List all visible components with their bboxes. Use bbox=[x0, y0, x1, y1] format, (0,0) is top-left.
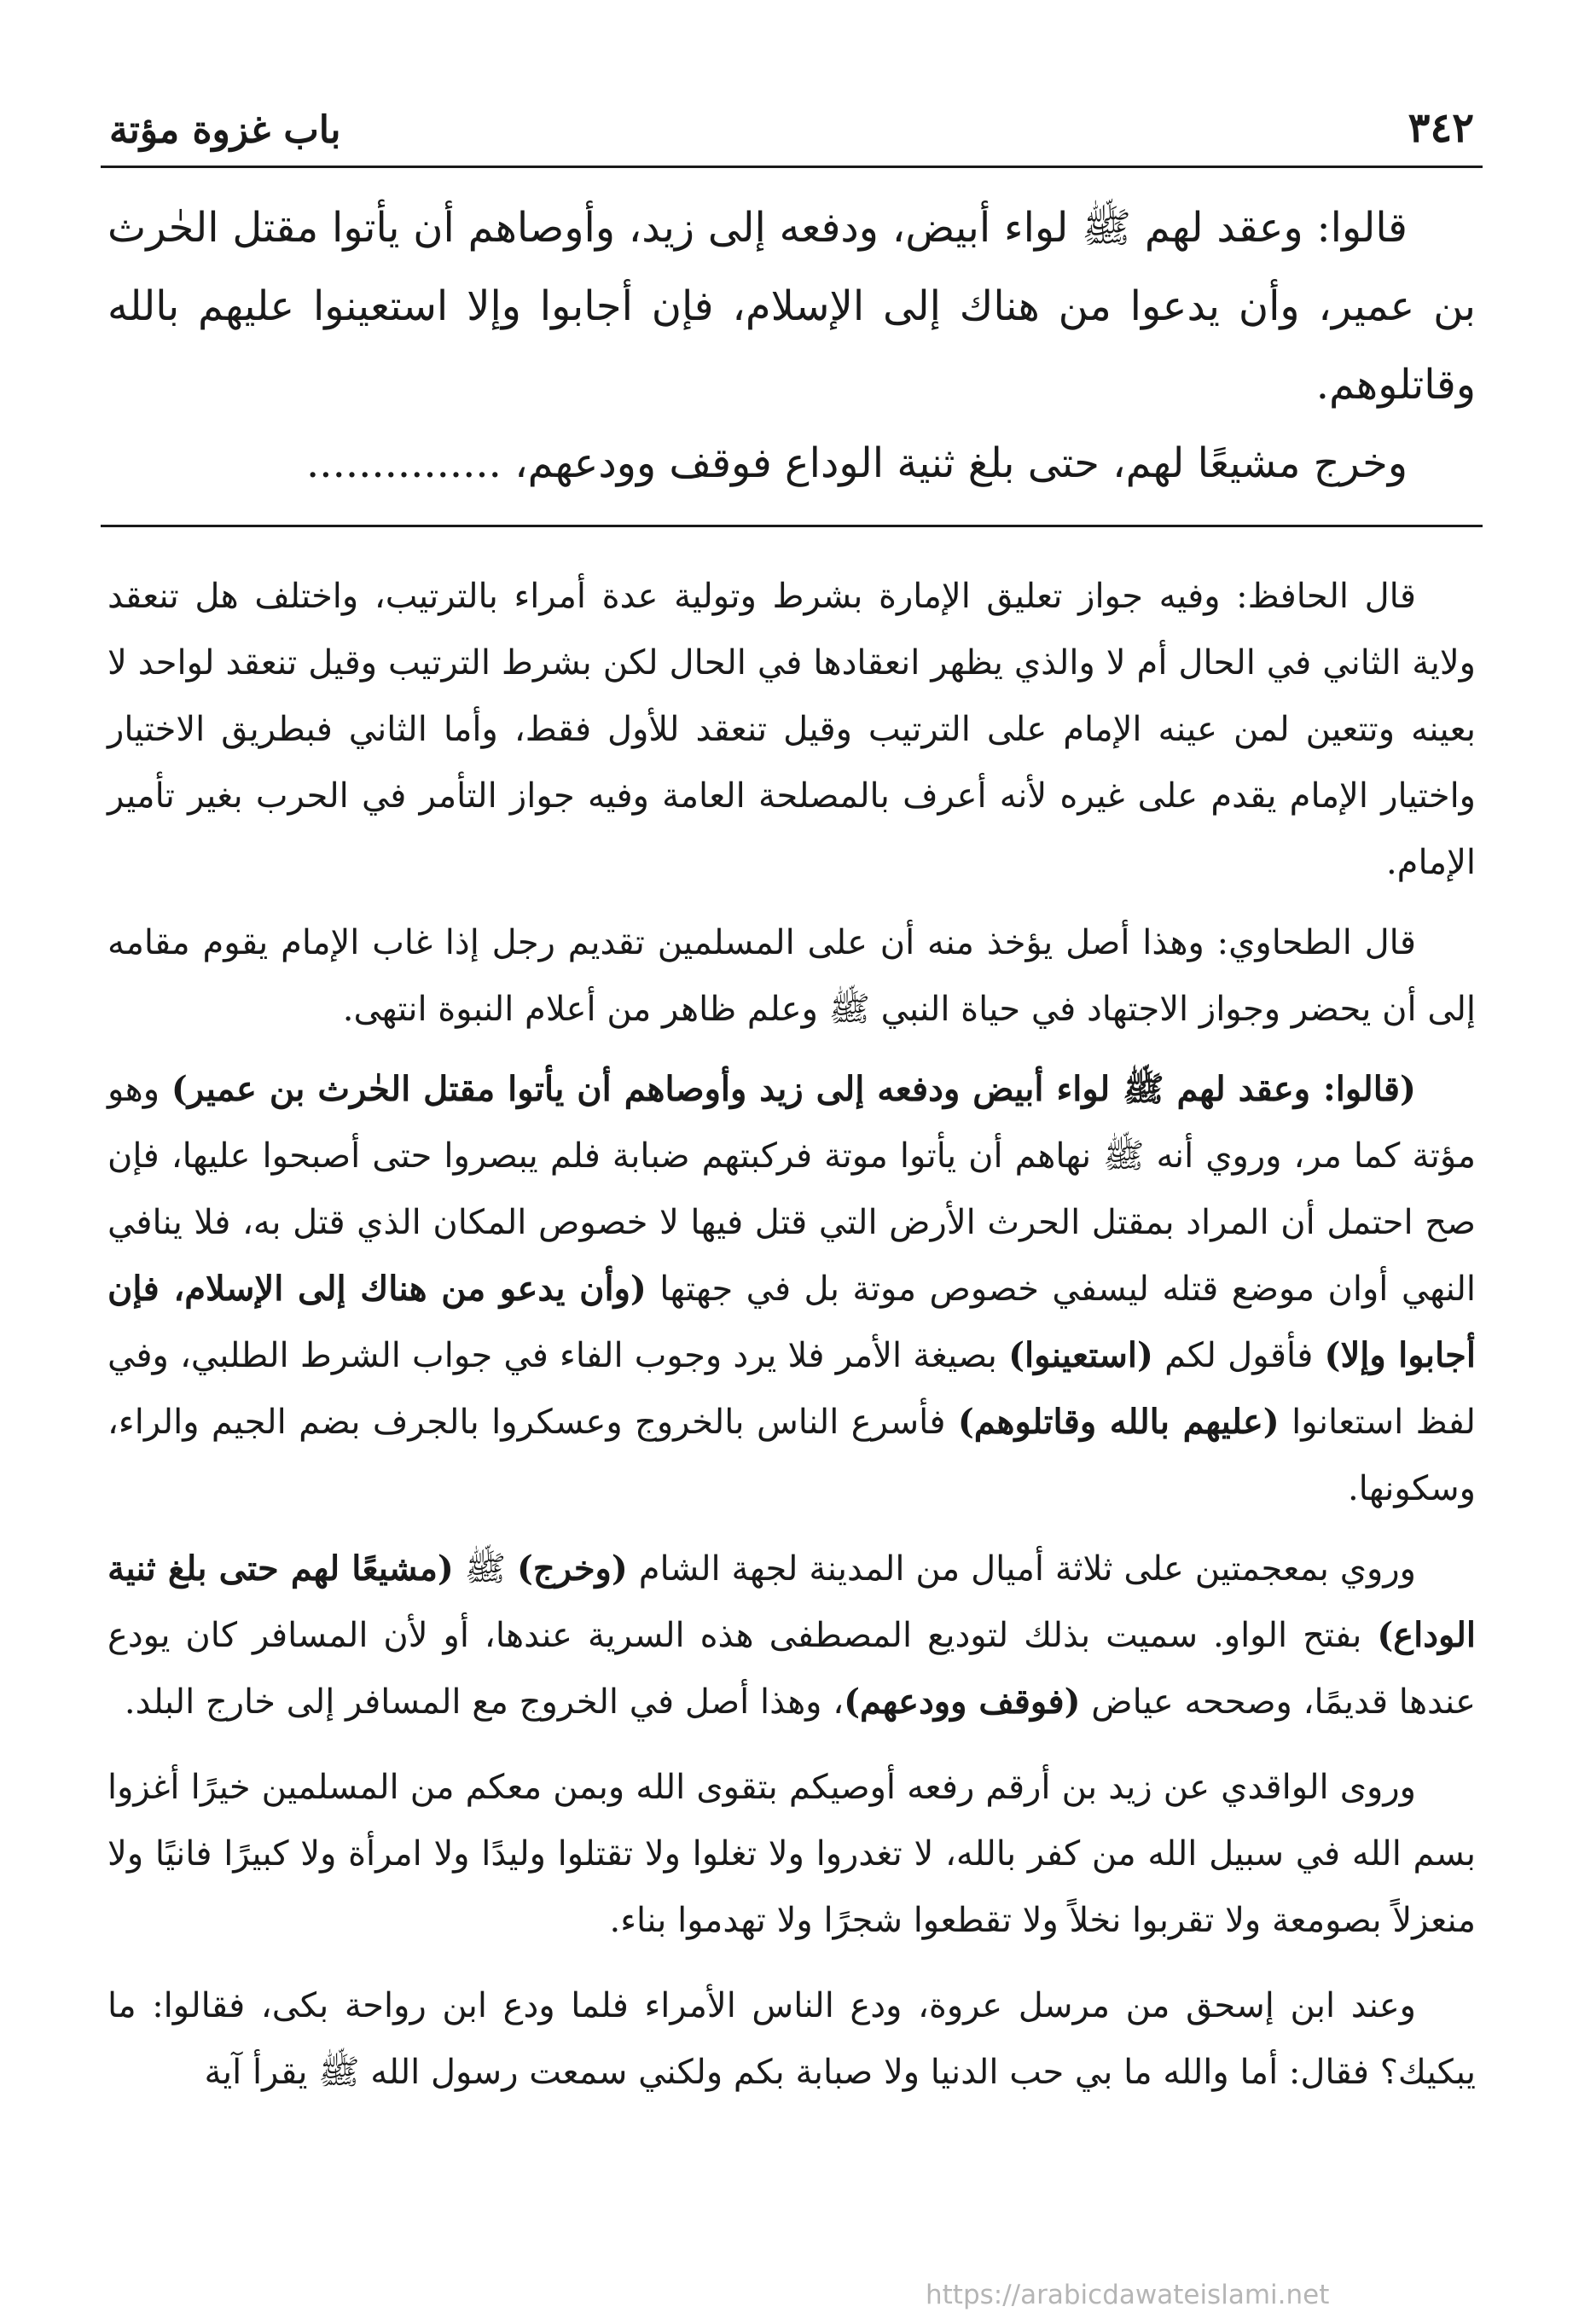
commentary-text: فأقول لكم bbox=[1152, 1336, 1325, 1375]
commentary-rule bbox=[101, 525, 1483, 527]
main-text-line: وخرج مشيعًا لهم، حتى بلغ ثنية الوداع فوقف وودعهم، bbox=[514, 439, 1408, 487]
book-page bbox=[101, 85, 1483, 2269]
commentary-text: بصيغة الأمر فلا يرد وجوب الفاء في جواب الشرط الطلبي، وفي لفظ استعانوا bbox=[107, 1336, 1476, 1442]
commentary-paragraph: قال الطحاوي: وهذا أصل يؤخذ منه أن على المسلمين تقديم رجل إذا غاب الإمام يقوم مقامه إلى أن يحضر وجواز الاجتهاد في حياة النبي ﷺ وعلم ظاهر من أعلام النبوة انتهى. bbox=[107, 923, 1476, 1029]
commentary-text: ﷺ bbox=[453, 1549, 517, 1589]
quoted-text: (وأن يدعو من هناك إلى الإسلام، فإن أجابوا وإلا) bbox=[107, 1269, 1477, 1375]
main-text bbox=[101, 189, 1483, 503]
quoted-text: (وخرج) bbox=[517, 1548, 628, 1589]
watermark-url: https://arabicdawateislami.net bbox=[926, 2280, 1330, 2310]
commentary-text: وهو مؤتة كما مر، وروي أنه ﷺ نهاهم أن يأتوا موتة فركبتهم ضبابة فلم يبصروا حتى أصبحوا عليها، فإن صح احتمل أن المراد بمقتل الحرث الأرض التي قتل فيها لا خصوص المكان الذي قتل به، فلا ينافي النهي أوان موضع قتله ليسفي خصوص موتة بل في جهتها bbox=[107, 1070, 1476, 1309]
commentary-paragraph bbox=[107, 1536, 1476, 1735]
quoted-text: (قالوا: وعقد لهم ﷺ لواء أبيض ودفعه إلى زيد وأوصاهم أن يأتوا مقتل الحٰرث بن عمير) bbox=[171, 1069, 1416, 1109]
quoted-text: (فوقف وودعهم) bbox=[844, 1682, 1081, 1722]
header-rule bbox=[101, 166, 1483, 168]
commentary-text: بفتح الواو. سميت بذلك لتوديع المصطفى هذه السرية عندها، أو لأن المسافر كان يودع عندها قديمًا، وصححه عياض bbox=[107, 1616, 1476, 1722]
page-header bbox=[101, 85, 1483, 152]
commentary-paragraph bbox=[107, 1056, 1476, 1522]
commentary-text: فأسرع الناس بالخروج وعسكروا بالجرف بضم الجيم والراء، وسكونها. bbox=[107, 1403, 1476, 1508]
commentary bbox=[101, 563, 1483, 2106]
running-title: باب غزوة مؤتة bbox=[109, 108, 341, 152]
page-number: ٣٤٢ bbox=[1408, 104, 1474, 152]
main-text-paragraph bbox=[107, 424, 1476, 503]
commentary-text: ، وهذا أصل في الخروج مع المسافر إلى خارج البلد. bbox=[124, 1682, 845, 1722]
continuation-dots: ............... bbox=[306, 439, 502, 487]
commentary-text: وروي بمعجمتين على ثلاثة أميال من المدينة لجهة الشام bbox=[627, 1549, 1417, 1589]
commentary-paragraph: وعند ابن إسحق من مرسل عروة، ودع الناس الأمراء فلما ودع ابن رواحة بكى، فقالوا: ما يبكيك؟ فقال: أما والله ما بي حب الدنيا ولا صبابة بكم ولكني سمعت رسول الله ﷺ يقرأ آية bbox=[107, 1986, 1476, 2092]
commentary-paragraph: وروى الواقدي عن زيد بن أرقم رفعه أوصيكم بتقوى الله وبمن معكم من المسلمين خيرًا أغزوا بسم الله في سبيل الله من كفر بالله، لا تغدروا ولا تغلوا ولا تقتلوا وليدًا ولا امرأة ولا كبيرًا فانيًا ولا منعزلاً بصومعة ولا تقربوا نخلاً ولا تقطعوا شجرًا ولا تهدموا بناء. bbox=[107, 1768, 1476, 1940]
quoted-text: (عليهم بالله وقاتلوهم) bbox=[957, 1402, 1280, 1442]
quoted-text: (مشيعًا لهم حتى بلغ ثنية الوداع) bbox=[107, 1548, 1476, 1655]
main-text-paragraph: قالوا: وعقد لهم ﷺ لواء أبيض، ودفعه إلى زيد، وأوصاهم أن يأتوا مقتل الحٰرث بن عمير، وأن يدعوا من هناك إلى الإسلام، فإن أجابوا وإلا استعينوا عليهم بالله وقاتلوهم. bbox=[107, 204, 1476, 409]
quoted-text: (استعينوا) bbox=[1008, 1335, 1153, 1375]
commentary-paragraph: قال الحافظ: وفيه جواز تعليق الإمارة بشرط وتولية عدة أمراء بالترتيب، واختلف هل تنعقد ولاية الثاني في الحال أم لا والذي يظهر انعقادها في الحال لكن بشرط الترتيب وقيل تنعقد لواحد لا بعينه وتتعين لمن عينه الإمام على الترتيب وقيل تنعقد للأول فقط، وأما الثاني فبطريق الاختيار واختيار الإمام يقدم على غيره لأنه أعرف بالمصلحة العامة وفيه جواز التأمر في الحرب بغير تأمير الإمام. bbox=[107, 577, 1476, 882]
